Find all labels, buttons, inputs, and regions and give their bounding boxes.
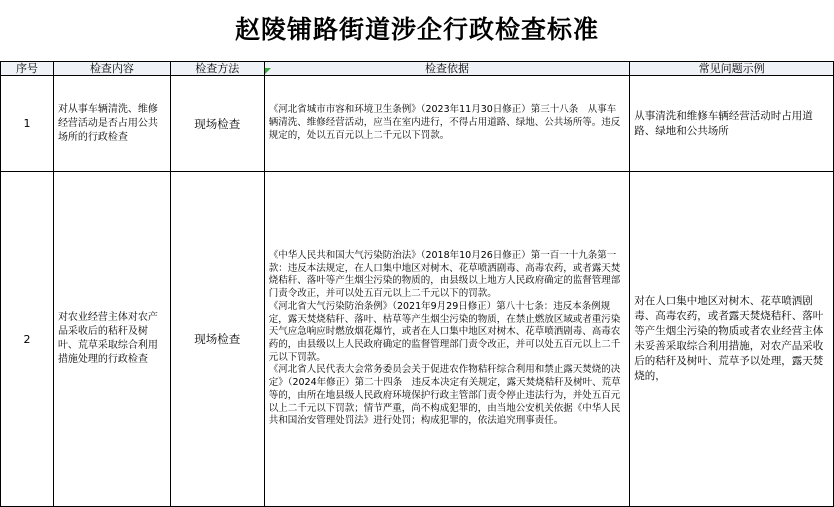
- inspection-content: 对从事车辆清洗、维修经营活动是否占用公共场所的行政检查: [53, 76, 170, 172]
- inspection-method: 现场检查: [170, 76, 264, 172]
- table-row: [1, 76, 834, 172]
- row-number: 1: [1, 76, 54, 172]
- row-number: 2: [1, 172, 54, 507]
- page-title: 赵陵铺路街道涉企行政检查标准: [234, 15, 599, 44]
- common-issue: 对在人口集中地区对树木、花草喷洒剧毒、高毒农药，或者露天焚烧秸秆、落叶等产生烟尘污染的物质或者农业经营主体未妥善采取综合利用措施，对农产品采收后的秸秆及树叶、荒草予以处理，露天焚烧的，: [630, 172, 834, 507]
- basis-paragraph: 《河北省人民代表大会常务委员会关于促进农作物秸秆综合利用和禁止露天焚烧的决定》（2024年修正）第二十四条 违反本决定有关规定，露天焚烧秸秆及树叶、荒草等的，由所在地县级人民政府环境保护行政主管部门责令停止违法行为，并处五百元以上二千元以下罚款；情节严重，尚不构成犯罪的，由当地公安机关依据《中华人民共和国治安管理处罚法》进行处罚；构成犯罪的，依法追究刑事责任。: [268, 364, 621, 427]
- inspection-content: 对农业经营主体对农产品采收后的秸秆及树叶、荒草采取综合利用措施处理的行政检查: [53, 172, 170, 507]
- inspection-method: 现场检查: [170, 172, 264, 507]
- column-header-basis: 检查依据: [264, 62, 630, 76]
- cell-comment-marker: [265, 68, 271, 74]
- column-header-content: 检查内容: [53, 62, 170, 76]
- column-header-issue: 常见问题示例: [630, 62, 834, 76]
- table-row: [1, 172, 834, 507]
- inspection-basis: [264, 76, 630, 172]
- inspection-table: [0, 61, 834, 507]
- column-header-no: 序号: [1, 62, 54, 76]
- basis-paragraph: 《中华人民共和国大气污染防治法》（2018年10月26日修正）第一百一十九条第一款：违反本法规定，在人口集中地区对树木、花草喷洒剧毒、高毒农药，或者露天焚烧秸秆、落叶等产生烟尘污染的物质的，由县级以上地方人民政府确定的监督管理部门责令改正，并可以处五百元以上二千元以下的罚款。: [268, 250, 621, 300]
- basis-paragraph: 《河北省城市市容和环境卫生条例》（2023年11月30日修正）第三十八条 从事车辆清洗、维修经营活动，应当在室内进行，不得占用道路、绿地、公共场所等。违反规定的，处以五百元以上二千元以下罚款。: [268, 104, 621, 141]
- inspection-basis: [264, 172, 630, 507]
- column-header-method: 检查方法: [170, 62, 264, 76]
- common-issue: 从事清洗和维修车辆经营活动时占用道路、绿地和公共场所: [630, 76, 834, 172]
- table-header-row: [1, 62, 834, 76]
- basis-paragraph: 《河北省大气污染防治条例》（2021年9月29日修正）第八十七条：违反本条例规定，露天焚烧秸秆、落叶、枯草等产生烟尘污染的物质，在禁止燃放区域或者重污染天气应急响应时燃放烟花爆竹，或者在人口集中地区对树木、花草喷洒剧毒、高毒农药的，由县级以上人民政府确定的监督管理部门责令改正，并可以处五百元以上二千元以下罚款。: [268, 300, 621, 363]
